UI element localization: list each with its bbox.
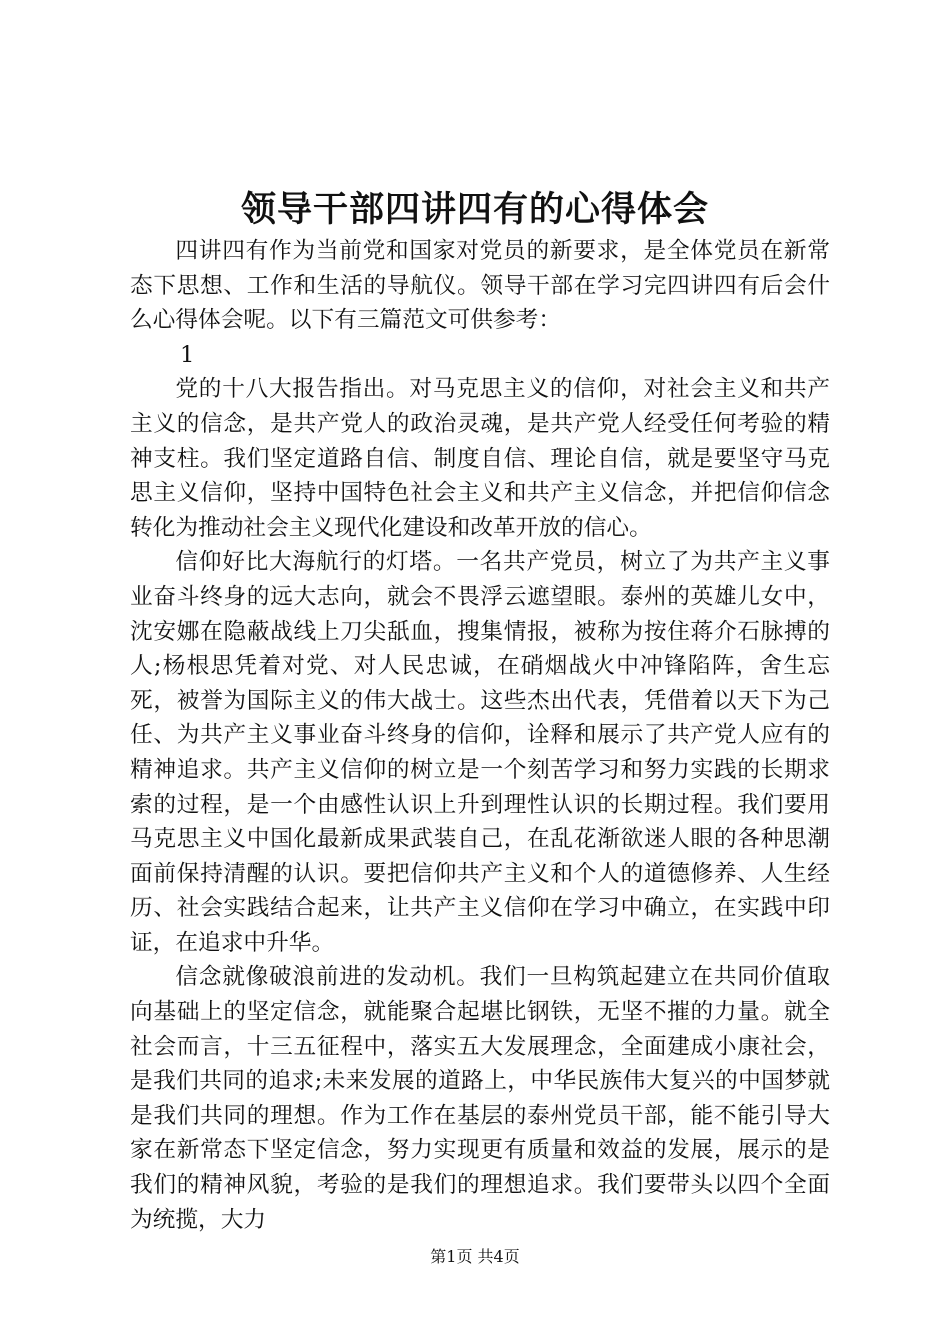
body-paragraph: 信仰好比大海航行的灯塔。一名共产党员，树立了为共产主义事业奋斗终身的远大志向，就会不畏浮云遮望眼。泰州的英雄儿女中，沈安娜在隐蔽战线上刀尖舐血，搜集情报，被称为按住蒋介石脉搏的人;杨根思凭着对党、对人民忠诚，在硝烟战火中冲锋陷阵，舍生忘死，被誉为国际主义的伟大战士。这些杰出代表，凭借着以天下为己任、为共产主义事业奋斗终身的信仰，诠释和展示了共产党人应有的精神追求。共产主义信仰的树立是一个刻苦学习和努力实践的长期求索的过程，是一个由感性认识上升到理性认识的长期过程。我们要用马克思主义中国化最新成果武装自己，在乱花渐欲迷人眼的各种思潮面前保持清醒的认识。要把信仰共产主义和个人的道德修养、人生经历、社会实践结合起来，让共产主义信仰在学习中确立，在实践中印证，在追求中升华。: [130, 549, 830, 956]
document-title: 领导干部四讲四有的心得体会: [240, 189, 709, 230]
section-number: 1: [179, 341, 195, 368]
body-paragraph: 党的十八大报告指出。对马克思主义的信仰，对社会主义和共产主义的信念，是共产党人的政治灵魂，是共产党人经受任何考验的精神支柱。我们坚定道路自信、制度自信、理论自信，就是要坚守马克思主义信仰，坚持中国特色社会主义和共产主义信念，并把信仰信念转化为推动社会主义现代化建设和改革开放的信心。: [130, 376, 830, 541]
page-footer: 第1页 共4页: [430, 1247, 520, 1266]
intro-paragraph: 四讲四有作为当前党和国家对党员的新要求，是全体党员在新常态下思想、工作和生活的导航仪。领导干部在学习完四讲四有后会什么心得体会呢。以下有三篇范文可供参考：: [130, 238, 830, 334]
body-paragraph: 信念就像破浪前进的发动机。我们一旦构筑起建立在共同价值取向基础上的坚定信念，就能聚合起堪比钢铁，无坚不摧的力量。就全社会而言，十三五征程中，落实五大发展理念，全面建成小康社会，是我们共同的追求;未来发展的道路上，中华民族伟大复兴的中国梦就是我们共同的理想。作为工作在基层的泰州党员干部，能不能引导大家在新常态下坚定信念，努力实现更有质量和效益的发展，展示的是我们的精神风貌，考验的是我们的理想追求。我们要带头以四个全面为统揽，大力: [130, 964, 830, 1233]
document-body: [130, 234, 830, 1237]
